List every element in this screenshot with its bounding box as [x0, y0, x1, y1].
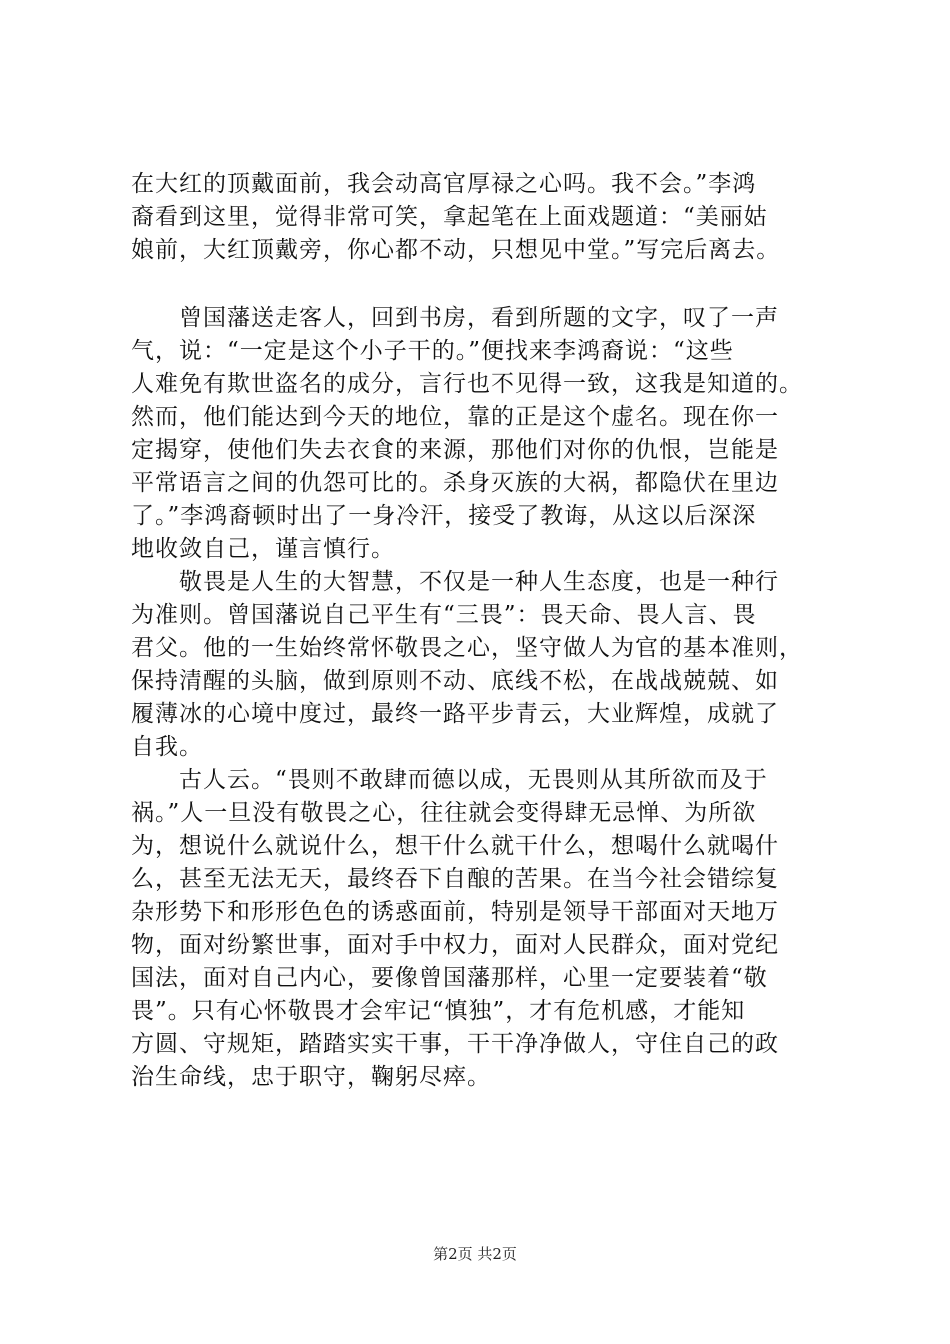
text-line: 君父。他的一生始终常怀敬畏之心，坚守做人为官的基本准则，: [131, 635, 803, 661]
text-line: 曾国藩送走客人，回到书房，看到所题的文字，叹了一声: [131, 305, 779, 331]
text-line: 平常语言之间的仇怨可比的。杀身灭族的大祸，都隐伏在里边: [131, 470, 779, 496]
text-line: 保持清醒的头脑，做到原则不动、底线不松，在战战兢兢、如: [131, 668, 779, 694]
text-line: 祸。”人一旦没有敬畏之心，往往就会变得肆无忌惮、为所欲: [131, 800, 757, 826]
text-line: 敬畏是人生的大智慧，不仅是一种人生态度，也是一种行: [131, 569, 779, 595]
text-line: 定揭穿，使他们失去衣食的来源，那他们对你的仇恨，岂能是: [131, 437, 779, 463]
text-line: 自我。: [131, 734, 203, 760]
text-line: 气，说：“一定是这个小子干的。”便找来李鸿裔说：“这些: [131, 338, 734, 364]
text-line: 地收敛自己，谨言慎行。: [131, 536, 395, 562]
text-line: 娘前，大红顶戴旁，你心都不动，只想见中堂。”写完后离去。: [131, 237, 781, 263]
paragraph-gap: [131, 267, 831, 302]
text-line: 治生命线，忠于职守，鞠躬尽瘁。: [131, 1064, 491, 1090]
text-line: 人难免有欺世盗名的成分，言行也不见得一致，这我是知道的。: [131, 371, 803, 397]
text-line: 裔看到这里，觉得非常可笑，拿起笔在上面戏题道：“美丽姑: [131, 204, 768, 230]
text-line: 杂形势下和形形色色的诱惑面前，特别是领导干部面对天地万: [131, 899, 779, 925]
text-line: 然而，他们能达到今天的地位，靠的正是这个虚名。现在你一: [131, 404, 779, 430]
text-line: 方圆、守规矩，踏踏实实干事，干干净净做人，守住自己的政: [131, 1031, 779, 1057]
text-line: 为，想说什么就说什么，想干什么就干什么，想喝什么就喝什: [131, 833, 779, 859]
text-line: 国法，面对自己内心，要像曾国藩那样，心里一定要装着“敬: [131, 965, 768, 991]
text-line: 物，面对纷繁世事，面对手中权力，面对人民群众，面对党纪: [131, 932, 779, 958]
text-line: 古人云。“畏则不敢肆而德以成，无畏则从其所欲而及于: [131, 767, 768, 793]
document-body: [131, 168, 831, 1094]
page-footer: 第2页 共2页: [433, 1245, 517, 1263]
text-line: 在大红的顶戴面前，我会动高官厚禄之心吗。我不会。”李鸿: [131, 171, 757, 197]
text-line: 履薄冰的心境中度过，最终一路平步青云，大业辉煌，成就了: [131, 701, 779, 727]
text-line: 为准则。曾国藩说自己平生有“三畏”：畏天命、畏人言、畏: [131, 602, 757, 628]
text-line: 畏”。只有心怀敬畏才会牢记“慎独”，才有危机感，才能知: [131, 998, 746, 1024]
text-line: 么，甚至无法无天，最终吞下自酿的苦果。在当今社会错综复: [131, 866, 779, 892]
text-line: 了。”李鸿裔顿时出了一身冷汗，接受了教诲，从这以后深深: [131, 503, 757, 529]
